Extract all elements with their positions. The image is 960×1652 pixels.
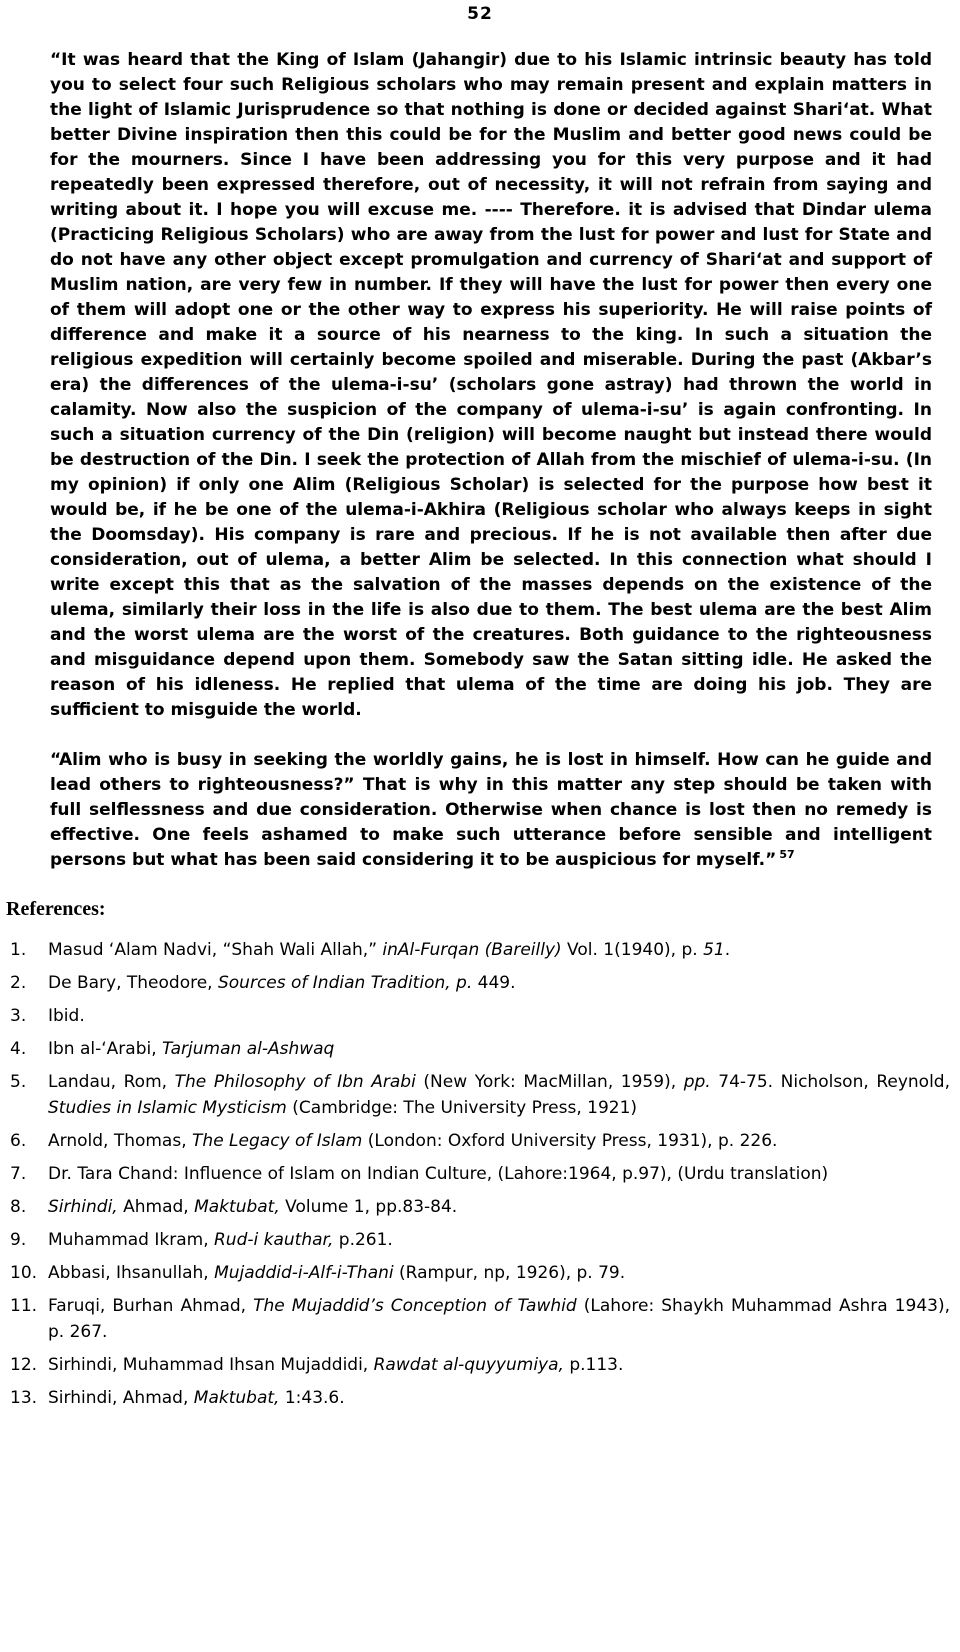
reference-number: 5. <box>10 1072 27 1092</box>
reference-number: 1. <box>10 940 27 960</box>
reference-number: 7. <box>10 1164 27 1184</box>
reference-item <box>6 1161 950 1187</box>
reference-item <box>6 1352 950 1378</box>
reference-item <box>6 1069 950 1121</box>
footnote-marker: 57 <box>779 848 795 862</box>
reference-item <box>6 1385 950 1411</box>
reference-item <box>6 937 950 963</box>
reference-text: Ibn al-‘Arabi, Tarjuman al-Ashwaq <box>48 1039 335 1059</box>
quote-paragraph-2 <box>50 748 932 873</box>
reference-item <box>6 1036 950 1062</box>
quote-paragraph-2-text: “Alim who is busy in seeking the worldly gains, he is lost in himself. How can he guide and lead others to righteousness?” That is why in this matter any step should be taken with full selflessness and due consideration. Otherwise when chance is lost then no remedy is effective. One feels ashamed to make such utterance before sensible and intelligent persons but what has been said considering it to be auspicious for myself.” <box>50 750 932 870</box>
reference-text: Sirhindi, Ahmad, Maktubat, Volume 1, pp.83-84. <box>48 1197 458 1217</box>
quote-block <box>50 48 932 873</box>
reference-text: Arnold, Thomas, The Legacy of Islam (London: Oxford University Press, 1931), p. 226. <box>48 1131 778 1151</box>
reference-item <box>6 1003 950 1029</box>
reference-number: 13. <box>10 1388 38 1408</box>
reference-number: 4. <box>10 1039 27 1059</box>
reference-number: 10. <box>10 1263 38 1283</box>
reference-number: 11. <box>10 1296 38 1316</box>
reference-text: Sirhindi, Muhammad Ihsan Mujaddidi, Rawdat al-quyyumiya, p.113. <box>48 1355 624 1375</box>
quote-paragraph-1-text: “It was heard that the King of Islam (Jahangir) due to his Islamic intrinsic beauty has told you to select four such Religious scholars who may remain present and explain matters in the light of Islamic Jurisprudence so that nothing is done or decided against Shari‘at. What better Divine inspiration then this could be for the Muslim and better good news could be for the mourners. Since I have been addressing you for this very purpose and it had repeatedly been expressed therefore, out of necessity, it will not refrain from saying and writing about it. I hope you will excuse me. ---- Therefore. it is advised that Dindar ulema (Practicing Religious Scholars) who are away from the lust for power and lust for State and do not have any other object except promulgation and currency of Shari‘at and support of Muslim nation, are very few in number. If they will have the lust for power then every one of them will adopt one or the other way to express his superiority. He will raise points of difference and make it a source of his nearness to the king. In such a situation the religious expedition will certainly become spoiled and miserable. During the past (Akbar’s era) the differences of the ulema-i-su’ (scholars gone astray) had thrown the world in calamity. Now also the suspicion of the company of ulema-i-su’ is again confronting. In such a situation currency of the Din (religion) will become naught but instead there would be destruction of the Din. I seek the protection of Allah from the mischief of ulema-i-su. (In my opinion) if only one Alim (Religious Scholar) is selected for the purpose how best it would be, if he be one of the ulema-i-Akhira (Religious scholar who always keeps in sight the Doomsday). His company is rare and precious. If he is not available then after due consideration, out of ulema, a better Alim be selected. In this connection what should I write except this that as the salvation of the masses depends on the existence of the ulema, similarly their loss in the life is also due to them. The best ulema are the best Alim and the worst ulema are the worst of the creatures. Both guidance to the righteousness and misguidance depend upon them. Somebody saw the Satan sitting idle. He asked the reason of his idleness. He replied that ulema of the time are doing his job. They are sufficient to misguide the world. <box>50 50 932 720</box>
reference-text: Dr. Tara Chand: Influence of Islam on Indian Culture, (Lahore:1964, p.97), (Urdu translation) <box>48 1164 829 1184</box>
reference-item <box>6 970 950 996</box>
reference-number: 3. <box>10 1006 27 1026</box>
quote-paragraph-1 <box>50 48 932 723</box>
references-heading: References: <box>6 898 106 920</box>
reference-number: 9. <box>10 1230 27 1250</box>
reference-item <box>6 1128 950 1154</box>
reference-text: Masud ‘Alam Nadvi, “Shah Wali Allah,” inAl-Furqan (Bareilly) Vol. 1(1940), p. 51. <box>48 940 731 960</box>
reference-text: Landau, Rom, The Philosophy of Ibn Arabi (New York: MacMillan, 1959), pp. 74-75. Nicholson, Reynold, Studies in Islamic Mysticism (Cambridge: The University Press, 1921) <box>48 1072 951 1118</box>
reference-text: Muhammad Ikram, Rud-i kauthar, p.261. <box>48 1230 393 1250</box>
reference-item <box>6 1293 950 1345</box>
reference-text: Abbasi, Ihsanullah, Mujaddid-i-Alf-i-Thani (Rampur, np, 1926), p. 79. <box>48 1263 626 1283</box>
references-list <box>6 937 950 1411</box>
reference-number: 8. <box>10 1197 27 1217</box>
reference-item <box>6 1260 950 1286</box>
references-section <box>6 898 950 1411</box>
reference-number: 12. <box>10 1355 38 1375</box>
reference-item <box>6 1227 950 1253</box>
reference-text: Sirhindi, Ahmad, Maktubat, 1:43.6. <box>48 1388 345 1408</box>
reference-text: Ibid. <box>48 1006 85 1026</box>
reference-number: 2. <box>10 973 27 993</box>
page-number: 52 <box>467 4 493 24</box>
reference-number: 6. <box>10 1131 27 1151</box>
reference-text: Faruqi, Burhan Ahmad, The Mujaddid’s Conception of Tawhid (Lahore: Shaykh Muhammad Ashra 1943), p. 267. <box>48 1296 950 1342</box>
reference-text: De Bary, Theodore, Sources of Indian Tradition, p. 449. <box>48 973 516 993</box>
reference-item <box>6 1194 950 1220</box>
